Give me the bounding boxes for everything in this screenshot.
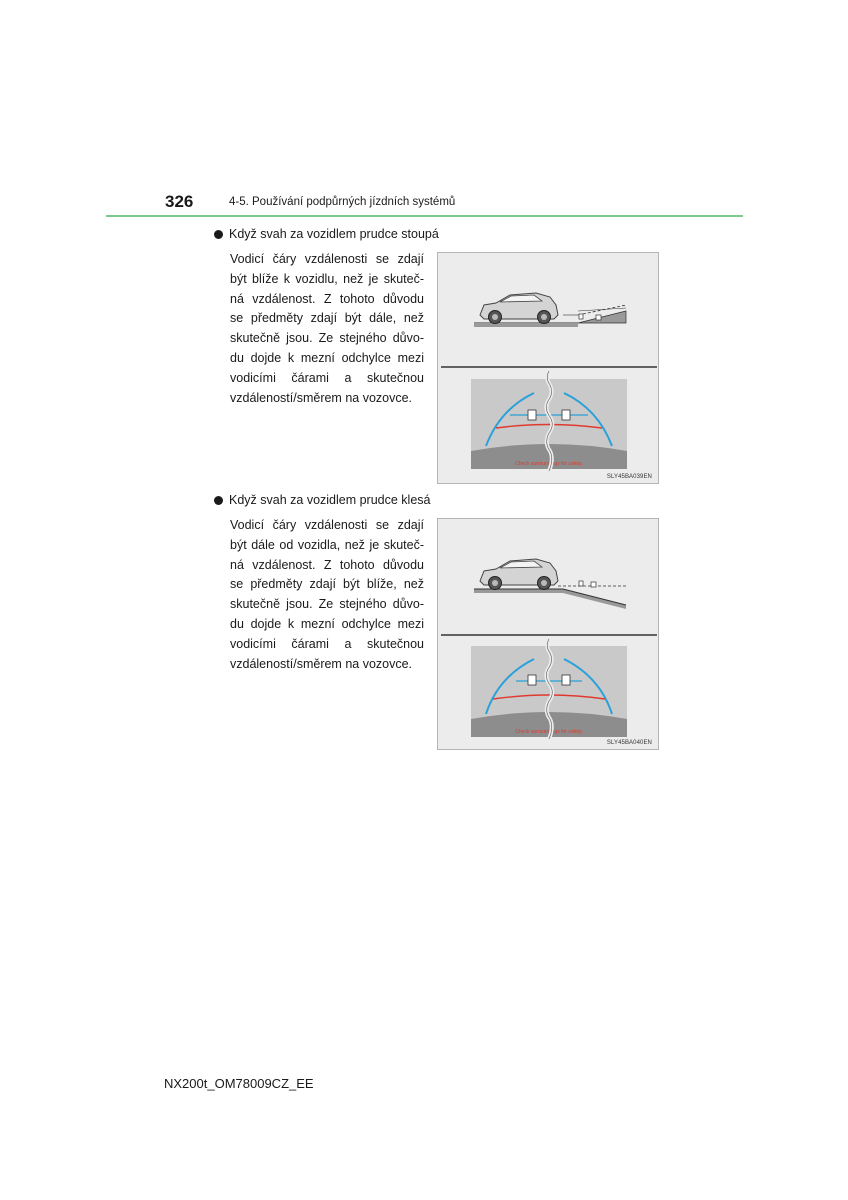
line: být dále od vozidla, než je skuteč- — [230, 537, 424, 552]
uphill-diagram — [438, 253, 660, 485]
figure-uphill — [437, 252, 659, 484]
car-side-icon — [480, 559, 558, 590]
line: du dojde k mezní odchylce mezi — [230, 350, 424, 365]
figure-code: SLY45BA040EN — [606, 740, 652, 746]
bullet-downhill — [214, 493, 430, 507]
object-near-icon — [579, 581, 583, 586]
paragraph-downhill — [230, 516, 424, 674]
line: se předměty zdají být blíže, než — [230, 577, 424, 592]
line: vodicími čárami a skutečnou — [230, 636, 424, 651]
line: Vodicí čáry vzdálenosti se zdají — [230, 252, 424, 266]
figure-downhill — [437, 518, 659, 750]
bullet-dot-icon — [214, 230, 223, 239]
object-far-icon — [591, 582, 596, 587]
page-number: 326 — [165, 192, 194, 211]
camera-screen — [471, 646, 627, 737]
line: skutečně jsou. Ze stejného důvo- — [230, 597, 424, 612]
figure-code: SLY45BA039EN — [606, 474, 652, 480]
object-near-icon — [579, 314, 583, 319]
line: vzdáleností/směrem na vozovce. — [230, 656, 413, 671]
bullet-dot-icon — [214, 496, 223, 505]
line: skutečně jsou. Ze stejného důvo- — [230, 331, 424, 346]
bullet-text: Když svah za vozidlem prudce stoupá — [229, 227, 439, 241]
line: být blíže k vozidlu, než je skuteč- — [230, 271, 424, 286]
line: du dojde k mezní odchylce mezi — [230, 616, 424, 631]
footer-doc-code: NX200t_OM78009CZ_EE — [164, 1076, 314, 1091]
line: ná vzdálenost. Z tohoto důvodu — [230, 557, 424, 572]
bullet-uphill — [214, 227, 439, 241]
camera-screen — [471, 379, 627, 469]
line: vzdáleností/směrem na vozovce. — [230, 390, 413, 405]
downhill-diagram — [438, 519, 660, 751]
header-rule — [106, 215, 743, 217]
line: se předměty zdají být dále, než — [230, 311, 424, 326]
screen-caption: Check surroundings for safety. — [515, 729, 583, 735]
object-far-icon — [596, 315, 601, 320]
bullet-text: Když svah za vozidlem prudce klesá — [229, 493, 431, 507]
section-title: 4-5. Používání podpůrných jízdních systémů — [229, 196, 456, 208]
car-side-icon — [480, 293, 558, 324]
line: Vodicí čáry vzdálenosti se zdají — [230, 518, 424, 532]
paragraph-uphill — [230, 250, 424, 408]
line: vodicími čárami a skutečnou — [230, 370, 424, 385]
screen-caption: Check surroundings for safety. — [515, 461, 583, 467]
line: ná vzdálenost. Z tohoto důvodu — [230, 291, 424, 306]
